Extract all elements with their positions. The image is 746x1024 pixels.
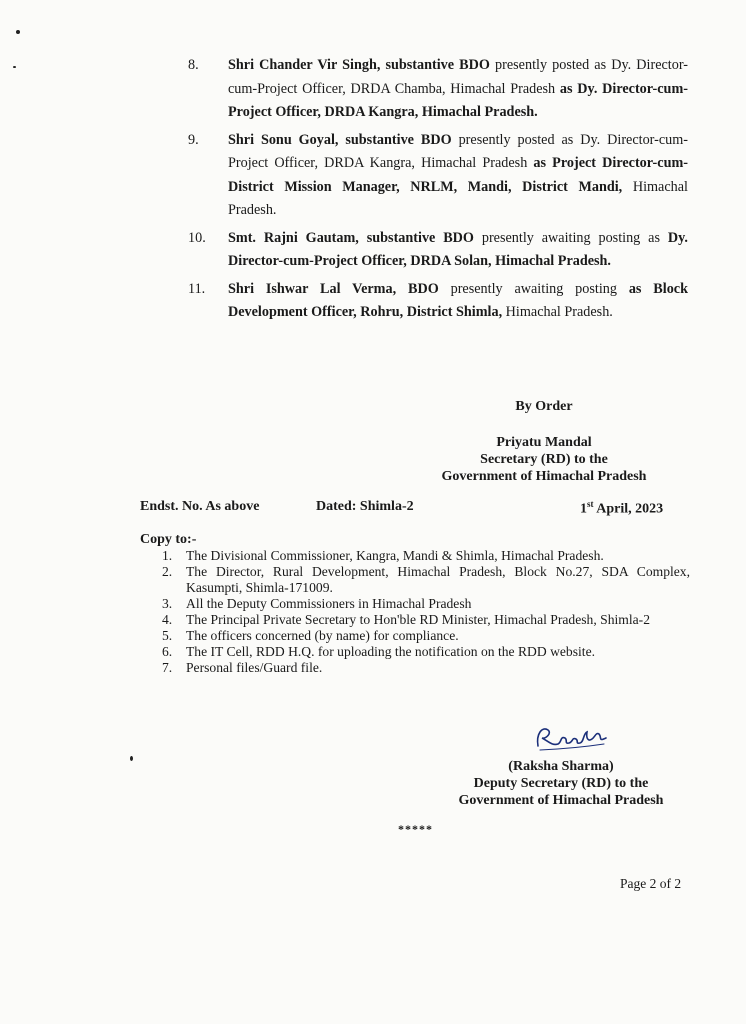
deputy-secretary-government: Government of Himachal Pradesh xyxy=(458,793,664,808)
scan-speck xyxy=(130,756,133,761)
order-text: Dy. Director-cum-Project Officer, DRDA Solan, Himachal Pradesh. xyxy=(228,229,688,269)
copy-to-item xyxy=(162,660,690,676)
order-text: Shri Ishwar Lal Verma, BDO xyxy=(228,280,439,297)
order-text: as Block Development Officer, Rohru, District Shimla, xyxy=(228,280,688,320)
copy-to-number: 5. xyxy=(162,628,173,643)
copy-to-text: The Director, Rural Development, Himachal Pradesh, Block No.27, SDA Complex, Kasumpti, Shimla-171009. xyxy=(186,564,690,595)
endorsement-place: Dated: Shimla-2 xyxy=(316,499,414,514)
scan-speck xyxy=(13,66,16,68)
order-text: presently posted as Dy. Director-cum-Project Officer, DRDA Chamba, Himachal Pradesh xyxy=(228,57,688,97)
order-number: 9. xyxy=(188,131,199,148)
order-item xyxy=(188,227,688,274)
deputy-secretary-name: (Raksha Sharma) xyxy=(508,759,614,774)
copy-to-item xyxy=(162,596,690,612)
order-text: presently awaiting posting as xyxy=(473,229,668,246)
order-number: 11. xyxy=(188,280,206,297)
copy-to-number: 6. xyxy=(162,644,173,659)
by-order-label: By Order xyxy=(515,399,573,414)
order-item xyxy=(188,129,688,223)
order-number: 10. xyxy=(188,229,206,246)
copy-to-number: 2. xyxy=(162,564,173,579)
order-text: Smt. Rajni Gautam, substantive BDO xyxy=(228,229,474,246)
copy-to-text: The officers concerned (by name) for compliance. xyxy=(186,628,459,643)
order-text: Shri Sonu Goyal, substantive BDO xyxy=(228,131,452,148)
copy-to-item xyxy=(162,548,690,564)
scan-speck xyxy=(16,30,20,34)
copy-to-text: The Principal Private Secretary to Hon'ble RD Minister, Himachal Pradesh, Shimla-2 xyxy=(186,612,650,627)
order-text: Shri Chander Vir Singh, substantive BDO xyxy=(228,57,490,73)
order-item xyxy=(188,54,688,125)
order-text: as Project Director-cum-District Mission Manager, NRLM, Mandi, District Mandi, xyxy=(228,155,689,195)
copy-to-item xyxy=(162,564,690,596)
posting-order-list xyxy=(188,54,688,329)
copy-to-text: Personal files/Guard file. xyxy=(186,660,323,675)
order-text: as Dy. Director-cum-Project Officer, DRDA Kangra, Himachal Pradesh. xyxy=(228,80,688,120)
order-text: Himachal Pradesh. xyxy=(228,178,688,218)
deputy-secretary-designation: Deputy Secretary (RD) to the xyxy=(473,776,649,791)
order-text: Himachal Pradesh. xyxy=(502,304,613,320)
order-item xyxy=(188,278,688,325)
copy-to-text: The IT Cell, RDD H.Q. for uploading the notification on the RDD website. xyxy=(186,644,596,659)
copy-to-list xyxy=(162,548,690,676)
copy-to-text: The Divisional Commissioner, Kangra, Mandi & Shimla, Himachal Pradesh. xyxy=(186,548,604,563)
copy-to-number: 7. xyxy=(162,660,173,675)
copy-to-item xyxy=(162,628,690,644)
handwritten-signature xyxy=(532,722,612,754)
secretary-designation: Secretary (RD) to the xyxy=(480,452,608,467)
end-marker: ***** xyxy=(398,822,433,836)
secretary-government: Government of Himachal Pradesh xyxy=(441,469,647,484)
copy-to-item xyxy=(162,644,690,660)
endorsement-date: 1st April, 2023 xyxy=(580,499,664,517)
order-number: 8. xyxy=(188,57,199,73)
copy-to-text: All the Deputy Commissioners in Himachal Pradesh xyxy=(186,596,472,611)
copy-to-number: 1. xyxy=(162,548,173,563)
page-number: Page 2 of 2 xyxy=(620,876,682,891)
copy-to-heading: Copy to:- xyxy=(140,532,197,547)
copy-to-item xyxy=(162,612,690,628)
copy-to-number: 4. xyxy=(162,612,173,627)
order-text: presently awaiting posting xyxy=(438,280,629,297)
order-text: presently posted as Dy. Director-cum-Project Officer, DRDA Kangra, Himachal Pradesh xyxy=(228,131,688,171)
secretary-name: Priyatu Mandal xyxy=(496,435,592,450)
copy-to-number: 3. xyxy=(162,596,173,611)
endorsement-number: Endst. No. As above xyxy=(140,499,260,514)
